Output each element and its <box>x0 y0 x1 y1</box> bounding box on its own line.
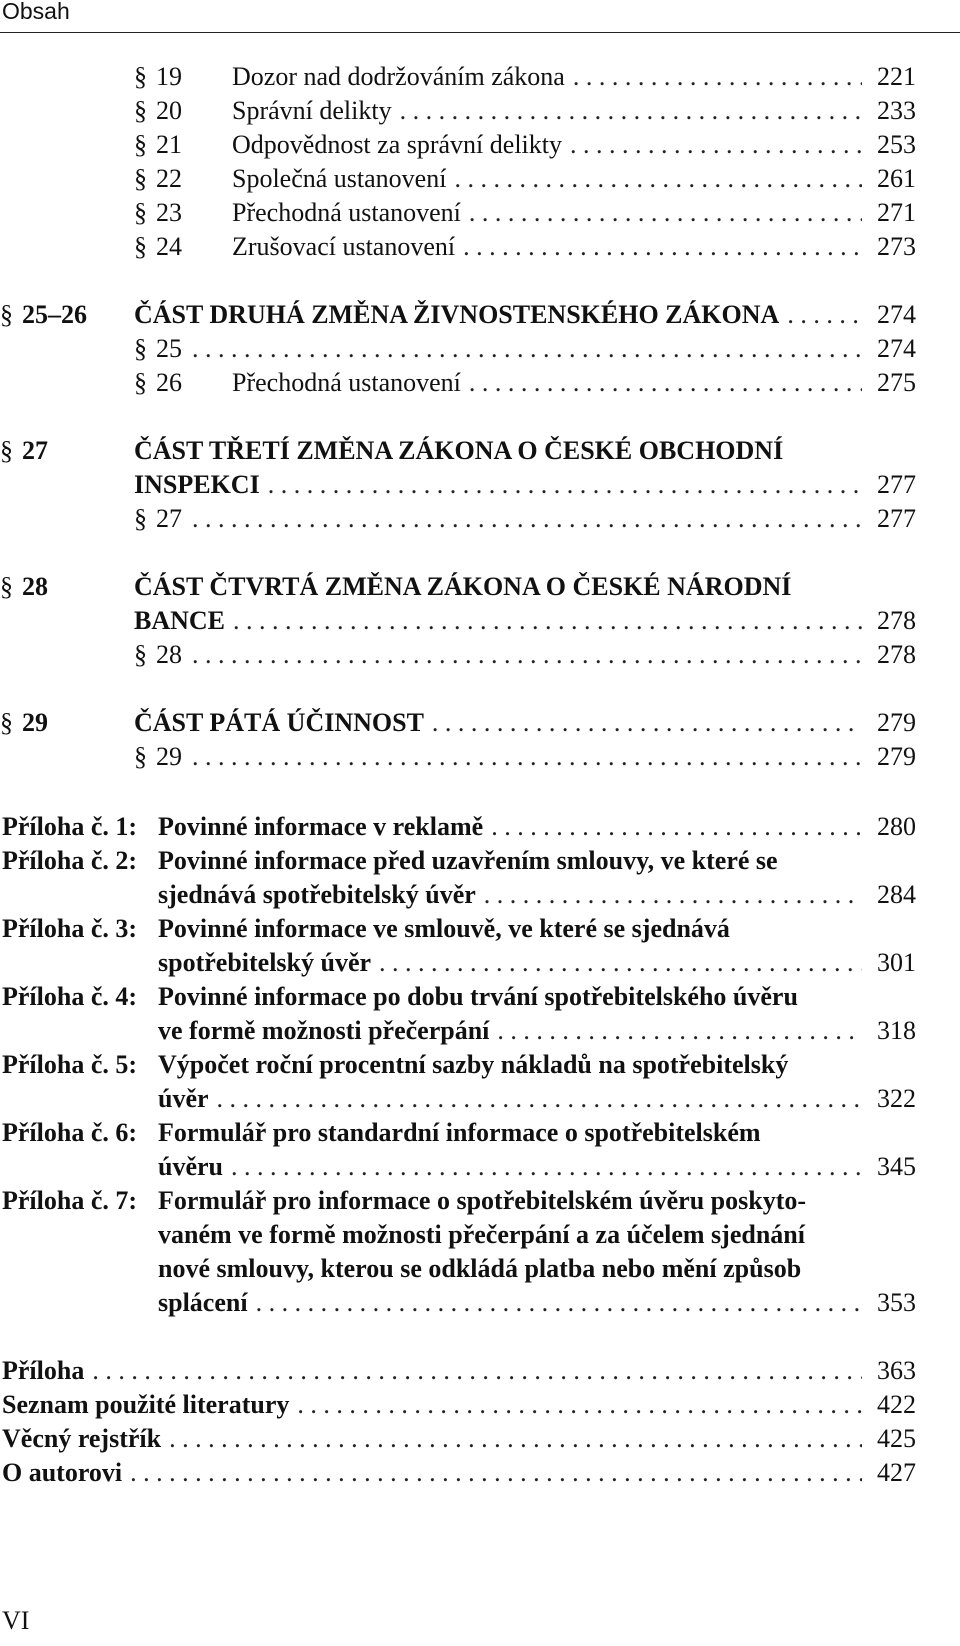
page-number-ref: 279 <box>877 742 916 771</box>
dot-leader <box>169 1424 862 1454</box>
entry-title: splácení <box>158 1288 248 1317</box>
entry-title: Povinné informace v reklamě <box>158 812 484 841</box>
toc-row <box>232 96 916 130</box>
dot-leader <box>573 62 862 92</box>
page-number-ref: 422 <box>877 1390 916 1419</box>
page-number-ref: 274 <box>877 300 916 329</box>
section-symbol: § <box>134 742 147 771</box>
page-number-ref: 301 <box>877 948 916 977</box>
toc-row <box>232 62 916 96</box>
toc-row <box>134 300 916 334</box>
section-symbol: § <box>0 708 13 737</box>
toc-row <box>2 1390 916 1424</box>
section-symbol: § <box>0 436 13 465</box>
dot-leader <box>217 1084 862 1114</box>
page-number-ref: 363 <box>877 1356 916 1385</box>
toc-row <box>232 368 916 402</box>
page-number-ref: 345 <box>877 1152 916 1181</box>
appendix-title: Výpočet roční procentní sazby nákladů na spotřebitelský <box>158 1050 789 1079</box>
toc-row <box>2 1458 916 1492</box>
entry-title: Přechodná ustanovení <box>232 198 461 227</box>
page-number-ref: 274 <box>877 334 916 363</box>
section-symbol: § <box>134 198 147 227</box>
entry-title: Věcný rejstřík <box>2 1424 162 1453</box>
page-number-ref: 221 <box>877 62 916 91</box>
section-number: 20 <box>156 96 182 125</box>
dot-leader <box>268 470 862 500</box>
section-symbol: § <box>134 164 147 193</box>
section-number: 29 <box>156 742 182 771</box>
toc-row <box>158 948 916 982</box>
page-number-ref: 322 <box>877 1084 916 1113</box>
page-number-ref: 271 <box>877 198 916 227</box>
section-number: 27 <box>22 436 48 465</box>
entry-title: Společná ustanovení <box>232 164 447 193</box>
toc-row <box>158 1084 916 1118</box>
toc-row <box>232 164 916 198</box>
dot-leader <box>491 812 862 842</box>
page-number-ref: 427 <box>877 1458 916 1487</box>
section-number: 25 <box>156 334 182 363</box>
dot-leader <box>432 708 862 738</box>
appendix-title: Formulář pro standardní informace o spotřebitelském <box>158 1118 761 1147</box>
page-number-ref: 233 <box>877 96 916 125</box>
dot-leader <box>192 742 862 772</box>
entry-title: ČÁST ČTVRTÁ ZMĚNA ZÁKONA O ČESKÉ NÁRODNÍ <box>134 572 792 601</box>
entry-title: ČÁST TŘETÍ ZMĚNA ZÁKONA O ČESKÉ OBCHODNÍ <box>134 436 784 465</box>
header-title: Obsah <box>2 0 70 24</box>
dot-leader <box>92 1356 862 1386</box>
section-number: 26 <box>156 368 182 397</box>
toc-row <box>158 1016 916 1050</box>
dot-leader <box>233 606 862 636</box>
dot-leader <box>469 198 862 228</box>
section-symbol: § <box>134 334 147 363</box>
dot-leader <box>400 96 862 126</box>
dot-leader <box>256 1288 862 1318</box>
entry-title: Seznam použité literatury <box>2 1390 290 1419</box>
toc-row <box>158 1152 916 1186</box>
dot-leader <box>130 1458 862 1488</box>
entry-title: ČÁST DRUHÁ ZMĚNA ŽIVNOSTENSKÉHO ZÁKONA <box>134 300 780 329</box>
page-number: VI <box>2 1606 30 1635</box>
section-number: 25–26 <box>22 300 87 329</box>
entry-title: Zrušovací ustanovení <box>232 232 456 261</box>
appendix-title: vaném ve formě možnosti přečerpání a za účelem sjednání <box>158 1220 805 1249</box>
section-symbol: § <box>0 572 13 601</box>
section-number: 24 <box>156 232 182 261</box>
toc-row <box>134 606 916 640</box>
appendix-title: Povinné informace ve smlouvě, ve které se sjednává <box>158 914 730 943</box>
page-number-ref: 273 <box>877 232 916 261</box>
entry-title: sjednává spotřebitelský úvěr <box>158 880 476 909</box>
toc-row <box>232 130 916 164</box>
section-number: 19 <box>156 62 182 91</box>
section-symbol: § <box>134 232 147 261</box>
section-number: 29 <box>22 708 48 737</box>
entry-title: úvěru <box>158 1152 223 1181</box>
section-symbol: § <box>134 96 147 125</box>
appendix-title: Formulář pro informace o spotřebitelském úvěru poskyto- <box>158 1186 807 1215</box>
section-symbol: § <box>134 62 147 91</box>
appendix-label: Příloha č. 6: <box>2 1118 138 1147</box>
toc-row <box>134 708 916 742</box>
appendix-label: Příloha č. 7: <box>2 1186 138 1215</box>
dot-leader <box>297 1390 862 1420</box>
appendix-label: Příloha č. 4: <box>2 982 138 1011</box>
toc-row <box>232 198 916 232</box>
entry-title: Odpovědnost za správní delikty <box>232 130 562 159</box>
page-number-ref: 277 <box>877 470 916 499</box>
appendix-title: Povinné informace před uzavřením smlouvy, ve které se <box>158 846 778 875</box>
section-symbol: § <box>134 640 147 669</box>
dot-leader <box>570 130 862 160</box>
page-number-ref: 279 <box>877 708 916 737</box>
dot-leader <box>787 300 862 330</box>
section-symbol: § <box>134 130 147 159</box>
appendix-label: Příloha č. 2: <box>2 846 138 875</box>
toc-row <box>232 232 916 266</box>
dot-leader <box>192 504 862 534</box>
appendix-label: Příloha č. 5: <box>2 1050 138 1079</box>
appendix-title: Povinné informace po dobu trvání spotřebitelského úvěru <box>158 982 798 1011</box>
page-number-ref: 284 <box>877 880 916 909</box>
entry-title: O autorovi <box>2 1458 123 1487</box>
page-number-ref: 353 <box>877 1288 916 1317</box>
dot-leader <box>379 948 862 978</box>
entry-title: spotřebitelský úvěr <box>158 948 372 977</box>
toc-row <box>134 470 916 504</box>
toc-row <box>184 504 916 538</box>
entry-title: INSPEKCI <box>134 470 260 499</box>
entry-title: Příloha <box>2 1356 85 1385</box>
appendix-label: Příloha č. 1: <box>2 812 138 841</box>
page-number-ref: 253 <box>877 130 916 159</box>
entry-title: Přechodná ustanovení <box>232 368 461 397</box>
dot-leader <box>231 1152 862 1182</box>
entry-title: ve formě možnosti přečerpání <box>158 1016 490 1045</box>
appendix-title: nové smlouvy, kterou se odkládá platba nebo mění způsob <box>158 1254 802 1283</box>
entry-title: Správní delikty <box>232 96 392 125</box>
page-number-ref: 275 <box>877 368 916 397</box>
page-number-ref: 280 <box>877 812 916 841</box>
toc-row <box>158 880 916 914</box>
section-number: 28 <box>156 640 182 669</box>
toc-row <box>184 640 916 674</box>
section-symbol: § <box>134 504 147 533</box>
toc-row <box>158 1288 916 1322</box>
entry-title: Dozor nad dodržováním zákona <box>232 62 565 91</box>
toc-row <box>184 334 916 368</box>
toc-row <box>2 1356 916 1390</box>
entry-title: BANCE <box>134 606 226 635</box>
dot-leader <box>454 164 862 194</box>
page-number-ref: 277 <box>877 504 916 533</box>
section-number: 22 <box>156 164 182 193</box>
entry-title: ČÁST PÁTÁ ÚČINNOST <box>134 708 424 737</box>
page-number-ref: 261 <box>877 164 916 193</box>
page-header <box>0 0 960 33</box>
toc-row <box>158 812 916 846</box>
dot-leader <box>469 368 862 398</box>
dot-leader <box>497 1016 862 1046</box>
section-symbol: § <box>0 300 13 329</box>
section-symbol: § <box>134 368 147 397</box>
page-number-ref: 278 <box>877 640 916 669</box>
toc-row <box>2 1424 916 1458</box>
appendix-label: Příloha č. 3: <box>2 914 138 943</box>
page-number-ref: 318 <box>877 1016 916 1045</box>
section-number: 28 <box>22 572 48 601</box>
dot-leader <box>484 880 862 910</box>
section-number: 21 <box>156 130 182 159</box>
section-number: 23 <box>156 198 182 227</box>
entry-title: úvěr <box>158 1084 209 1113</box>
dot-leader <box>192 334 862 364</box>
page-number-ref: 425 <box>877 1424 916 1453</box>
dot-leader <box>463 232 862 262</box>
page-number-ref: 278 <box>877 606 916 635</box>
toc-row <box>184 742 916 776</box>
section-number: 27 <box>156 504 182 533</box>
dot-leader <box>192 640 862 670</box>
